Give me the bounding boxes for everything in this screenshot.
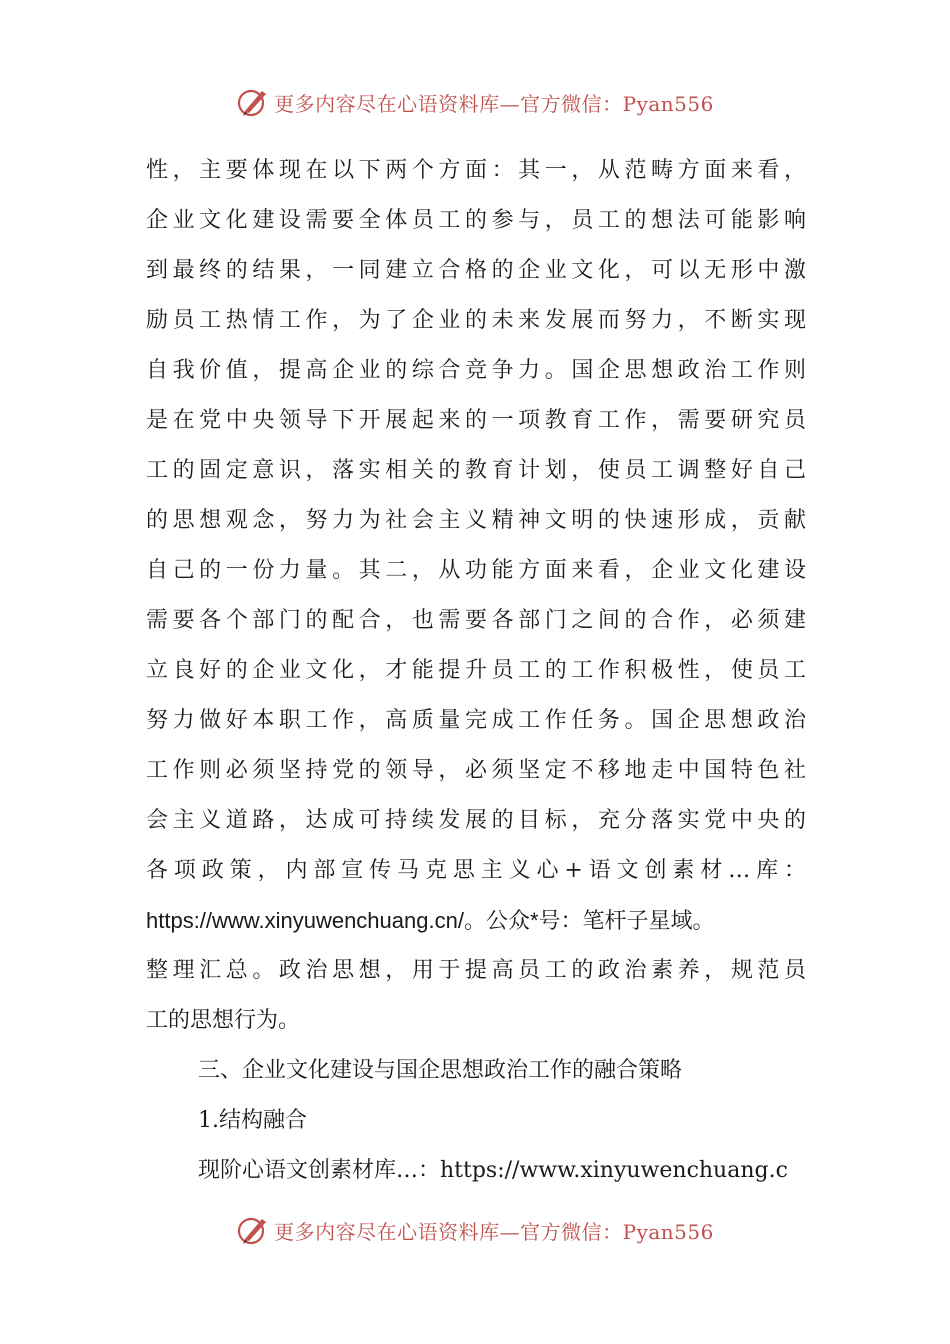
paragraph-line-url: https://www.xinyuwenchuang.cn/。公众*号：笔杆子星域。: [146, 908, 715, 933]
subheading: 1.结构融合: [198, 1108, 307, 1133]
section-heading: 三、企业文化建设与国企思想政治工作的融合策略: [198, 1058, 683, 1083]
paragraph-line: 自我价值，提高企业的综合竞争力。国企思想政治工作则: [146, 358, 806, 383]
paragraph-line: 工的固定意识，落实相关的教育计划，使员工调整好自己: [146, 458, 806, 483]
footer-text: 更多内容尽在心语资料库—官方微信：Pyan556: [274, 1219, 714, 1244]
header-banner: [0, 82, 950, 122]
paragraph-line: 到最终的结果，一同建立合格的企业文化，可以无形中激: [146, 258, 806, 283]
paragraph-line: 立良好的企业文化，才能提升员工的工作积极性，使员工: [146, 658, 806, 683]
paragraph-line: 努力做好本职工作，高质量完成工作任务。国企思想政治: [146, 708, 806, 733]
paragraph-line: 会主义道路，达成可持续发展的目标，充分落实党中央的: [146, 808, 806, 833]
paragraph-line: 企业文化建设需要全体员工的参与，员工的想法可能影响: [146, 208, 806, 233]
paragraph-line: 励员工热情工作，为了企业的未来发展而努力，不断实现: [146, 308, 806, 333]
paragraph-line: 工的思想行为。: [146, 1008, 301, 1033]
paragraph-line: 性，主要体现在以下两个方面：其一，从范畴方面来看，: [146, 158, 806, 183]
paragraph-line: 整理汇总。政治思想，用于提高员工的政治素养，规范员: [146, 958, 806, 983]
footer-banner: [0, 1210, 950, 1250]
pen-logo-icon: [236, 1213, 270, 1247]
paragraph-line: 自己的一份力量。其二，从功能方面来看，企业文化建设: [146, 558, 806, 583]
paragraph-line: 是在党中央领导下开展起来的一项教育工作，需要研究员: [146, 408, 806, 433]
paragraph-line-last: 现阶心语文创素材库…：https://www.xinyuwenchuang.c: [198, 1158, 788, 1183]
paragraph-line: 各项政策，内部宣传马克思主义心+语文创素材…库：: [146, 858, 806, 883]
paragraph-line: 需要各个部门的配合，也需要各部门之间的合作，必须建: [146, 608, 806, 633]
document-body: [146, 146, 806, 1196]
pen-logo-icon: [236, 85, 270, 119]
paragraph-line: 的思想观念，努力为社会主义精神文明的快速形成，贡献: [146, 508, 806, 533]
paragraph-line: 工作则必须坚持党的领导，必须坚定不移地走中国特色社: [146, 758, 806, 783]
header-text: 更多内容尽在心语资料库—官方微信：Pyan556: [274, 91, 714, 116]
